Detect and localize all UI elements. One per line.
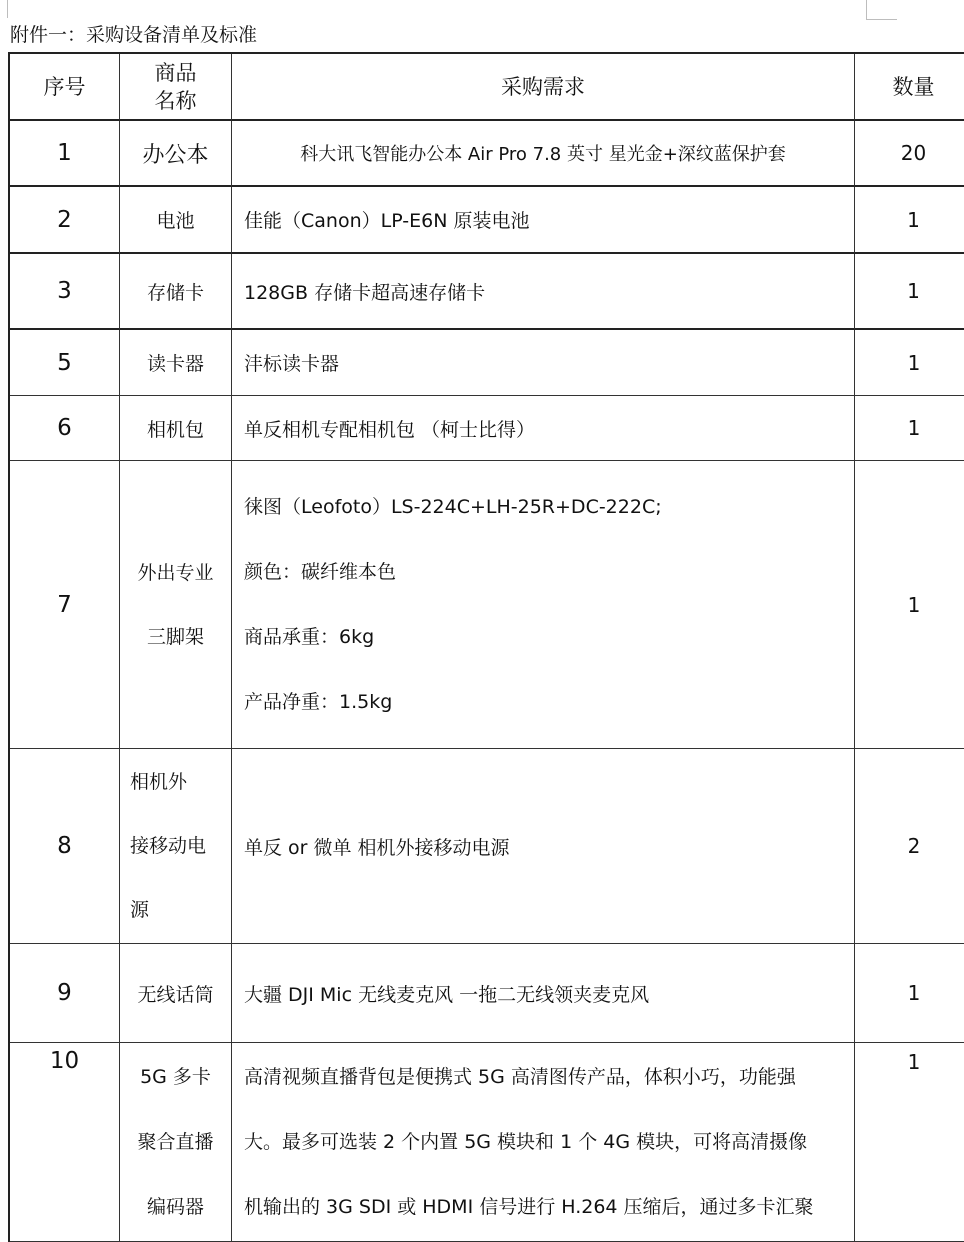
row-name-line: 5G 多卡: [140, 1066, 211, 1088]
row-index: 2: [10, 187, 120, 254]
requirement-line: 颜色：碳纤维本色: [244, 560, 397, 583]
row-name-line: 外出专业: [137, 561, 214, 584]
row-name: 相机包: [120, 396, 232, 461]
row-requirement: 单反相机专配相机包 （柯士比得）: [232, 396, 855, 461]
row-requirement: 科大讯飞智能办公本 Air Pro 7.8 英寸 星光金+深纹蓝保护套: [232, 121, 855, 187]
row-quantity: 20: [855, 121, 964, 187]
requirement-line: 商品承重：6kg: [244, 625, 375, 648]
row-name: 电池: [120, 187, 232, 254]
header-name-line2: 名称: [154, 88, 197, 113]
row-index: 5: [10, 330, 120, 396]
row-requirement: [232, 461, 855, 749]
row-quantity: 1: [855, 187, 964, 254]
row-name-line: 三脚架: [146, 625, 204, 648]
header-name-line1: 商品: [154, 60, 197, 85]
row-name: 存储卡: [120, 254, 232, 330]
requirement-line: 机输出的 3G SDI 或 HDMI 信号进行 H.264 压缩后，通过多卡汇聚: [244, 1196, 814, 1218]
row-name: 读卡器: [120, 330, 232, 396]
row-index: 8: [10, 749, 120, 944]
requirement-line: 高清视频直播背包是便携式 5G 高清图传产品，体积小巧，功能强: [244, 1066, 796, 1088]
procurement-table: [8, 52, 964, 1242]
row-requirement: 佳能（Canon）LP-E6N 原装电池: [232, 187, 855, 254]
row-index: 7: [10, 461, 120, 749]
row-quantity: 1: [855, 330, 964, 396]
row-name-line: 相机外: [130, 771, 188, 793]
row-name-line: 编码器: [146, 1196, 204, 1218]
row-quantity: 1: [855, 1043, 964, 1242]
row-name: 办公本: [120, 121, 232, 187]
row-index: 1: [10, 121, 120, 187]
row-name-line: 聚合直播: [137, 1131, 214, 1153]
header-index: 序号: [10, 54, 120, 121]
row-index: 9: [10, 944, 120, 1043]
requirement-line: 产品净重：1.5kg: [244, 690, 393, 713]
row-name: [120, 1043, 232, 1242]
row-quantity: 1: [855, 461, 964, 749]
row-quantity: 1: [855, 254, 964, 330]
row-name: [120, 461, 232, 749]
row-quantity: 1: [855, 396, 964, 461]
page-corner-mark-left: [7, 0, 8, 18]
row-requirement: 大疆 DJI Mic 无线麦克风 一拖二无线领夹麦克风: [232, 944, 855, 1043]
header-requirement: 采购需求: [232, 54, 855, 121]
row-requirement: 128GB 存储卡超高速存储卡: [232, 254, 855, 330]
row-index: 10: [10, 1043, 120, 1242]
document-title: 附件一：采购设备清单及标准: [10, 24, 258, 46]
requirement-line: 大。最多可选装 2 个内置 5G 模块和 1 个 4G 模块，可将高清摄像: [244, 1131, 808, 1153]
requirement-line: 徕图（Leofoto）LS-224C+LH-25R+DC-222C;: [244, 495, 662, 518]
header-quantity: 数量: [855, 54, 964, 121]
row-index: 3: [10, 254, 120, 330]
row-quantity: 2: [855, 749, 964, 944]
row-name: [120, 749, 232, 944]
row-name-line: 接移动电: [130, 835, 207, 857]
row-name: 无线话筒: [120, 944, 232, 1043]
page-corner-mark-right: [866, 0, 897, 20]
row-requirement: [232, 1043, 855, 1242]
row-requirement: 单反 or 微单 相机外接移动电源: [232, 749, 855, 944]
row-requirement: 沣标读卡器: [232, 330, 855, 396]
header-name: [120, 54, 232, 121]
row-index: 6: [10, 396, 120, 461]
row-name-line: 源: [130, 899, 150, 921]
row-quantity: 1: [855, 944, 964, 1043]
